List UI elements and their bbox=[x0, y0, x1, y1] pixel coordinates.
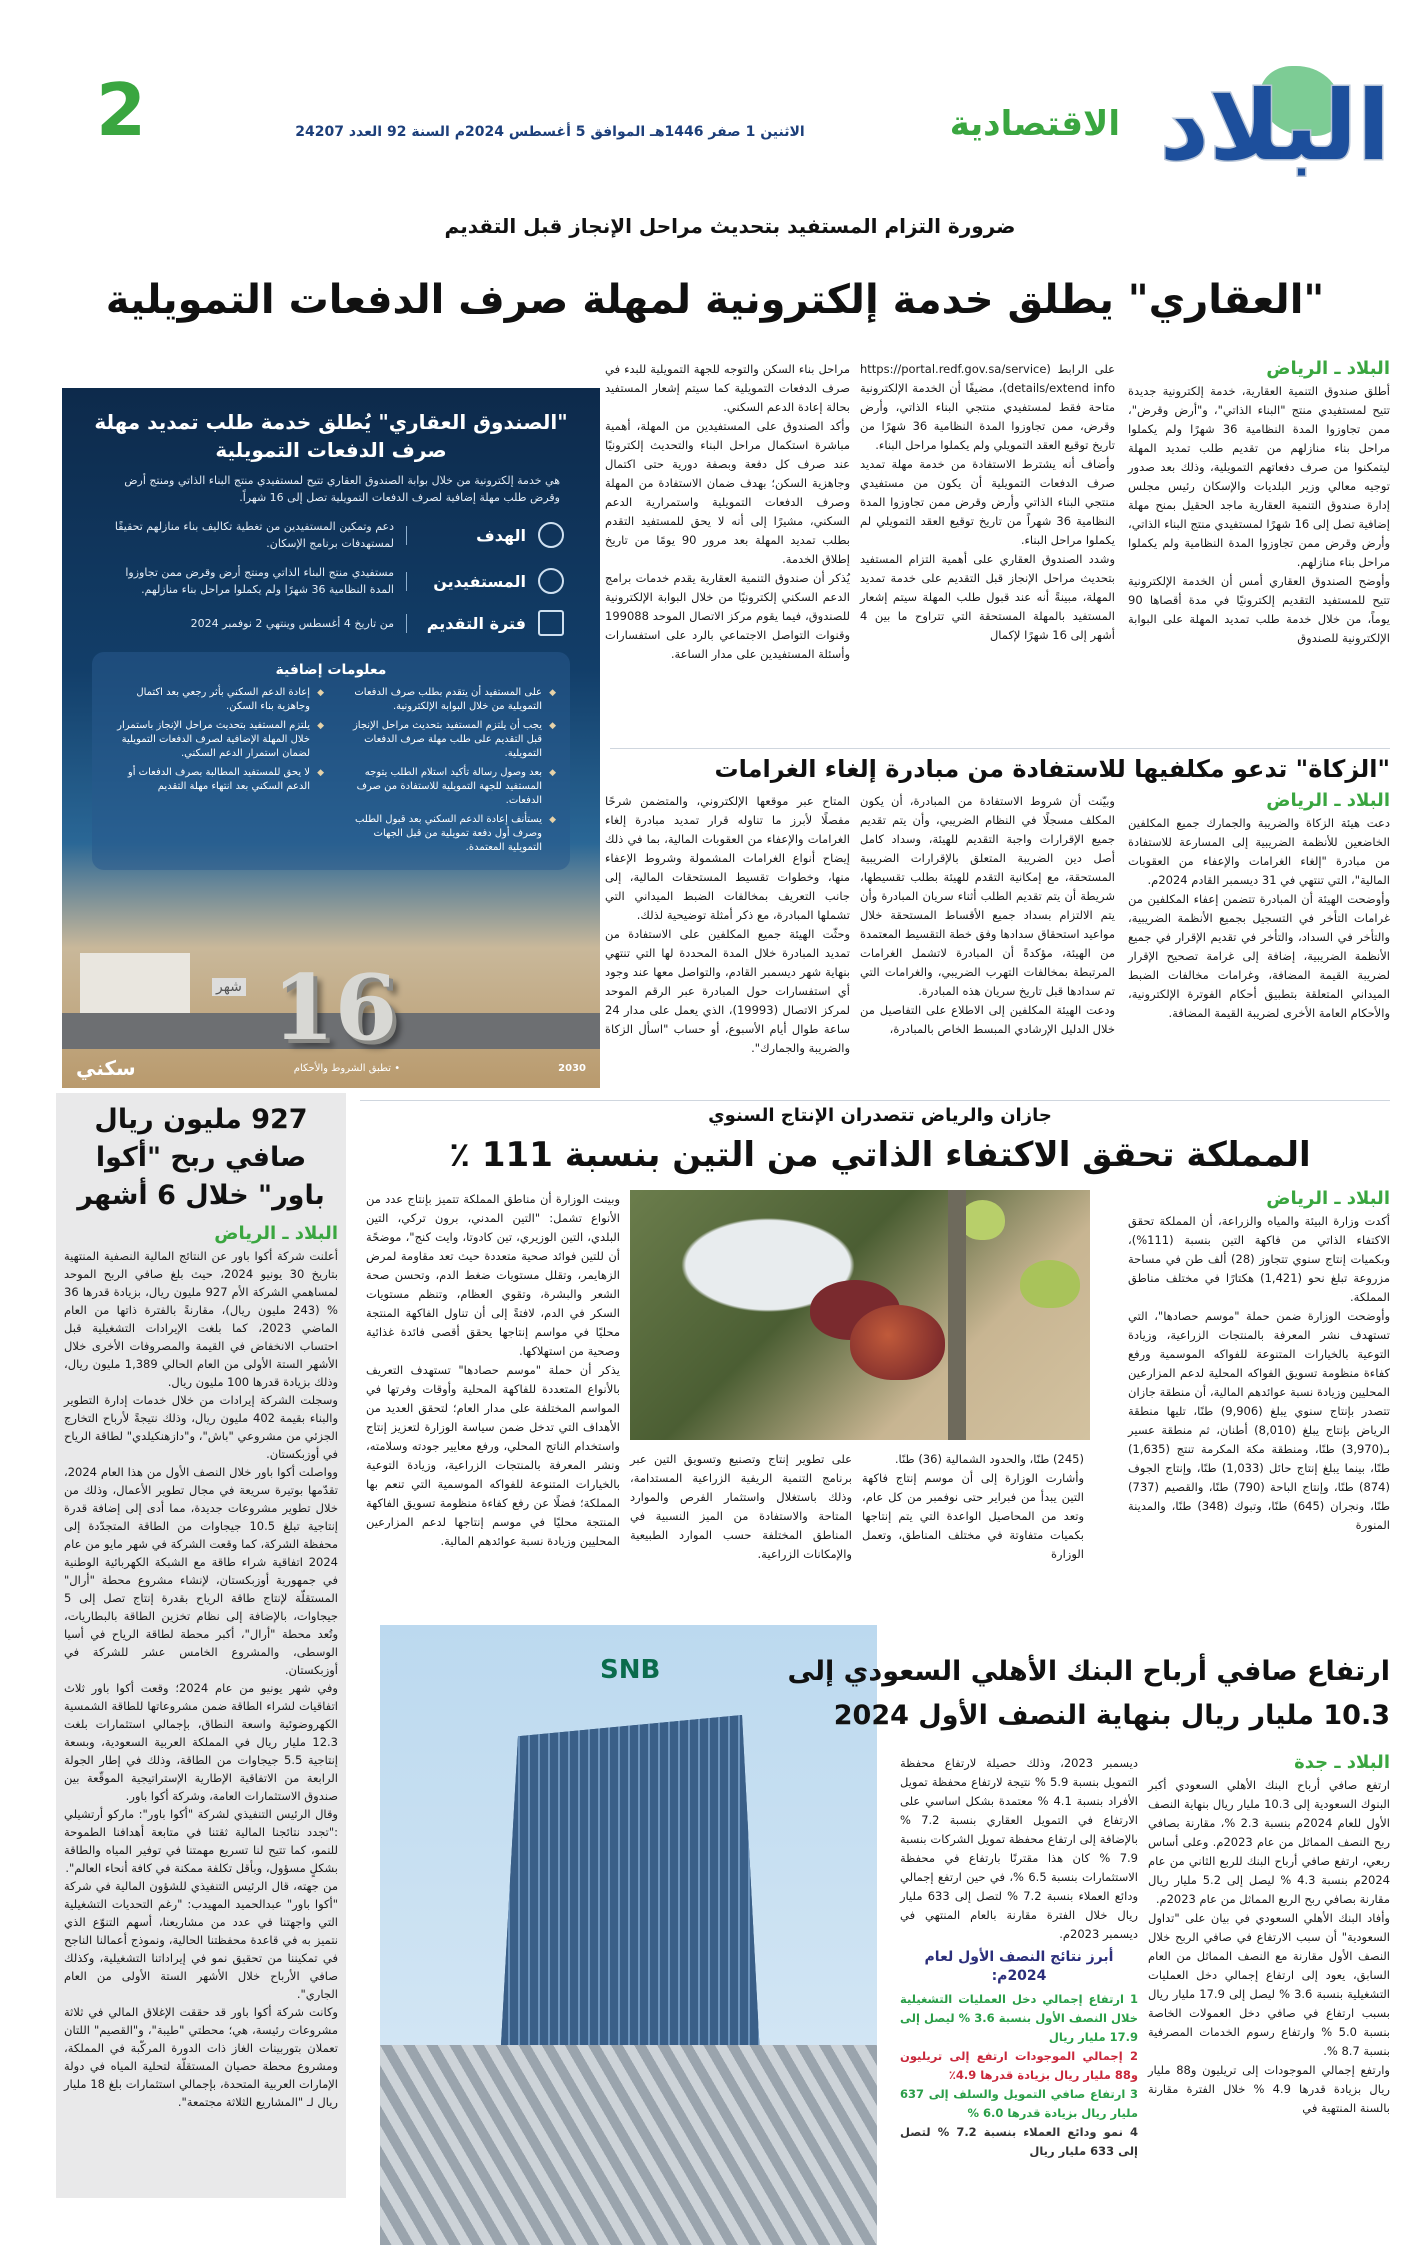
infographic-footer bbox=[76, 1056, 586, 1080]
paragraph: ديسمبر 2023، وذلك حصيلة لارتفاع محفظة التمويل بنسبة 5.9 % نتيجة لارتفاع محفظة تمويل الأفراد بنسبة 4.1 % معتمدة بشكل اساسي على الارتفاع في التمويل العقاري بنسبة 7.2 % بالإضافة إلى ارتفاع محفظة تمويل الشركات بنسبة 7.9 % كان هذا مقترنًا بارتفاع في محفظة الاستثمارات بنسبة 6.5 %، في حين ارتفع إجمالي ودائع العملاء بنسبة 7.2 % لتصل إلى 633 مليار ريال خلال الفترة مقارنة بالعام المنتهي في ديسمبر 2023م. bbox=[900, 1756, 1139, 1941]
info-row-goal bbox=[98, 518, 564, 552]
article-column bbox=[1128, 356, 1390, 648]
info-bullet: ◆ يجب أن يلتزم المستفيد بتحديث مراحل الإنجاز قبل التقديم على طلب مهلة صرف الدفعات التمويلية. bbox=[338, 719, 556, 761]
article-column bbox=[1128, 788, 1390, 1023]
headline-line: 10.3 مليار ريال بنهاية النصف الأول 2024 bbox=[833, 1700, 1390, 1731]
divider bbox=[610, 748, 1390, 749]
highlight-item: 4 نمو ودائع العملاء بنسبة 7.2 % لتصل إلى 633 مليار ريال bbox=[900, 2125, 1138, 2158]
additional-info-box bbox=[92, 652, 570, 870]
info-value: مستفيدي منتج البناء الذاتي ومنتج أرض وقرض ممن تجاوزوا المدة النظامية 36 شهرًا ولم يكملوا مراحل بناء منازلهم. bbox=[125, 566, 394, 596]
fig-fruit bbox=[850, 1305, 945, 1380]
info-bullet: ◆ يلتزم المستفيد بتحديث مراحل الإنجاز باستمرار خلال المهلة الإضافية لصرف الدفعات التمويلية لضمان استمرار الدعم السكني. bbox=[106, 719, 324, 761]
article-column bbox=[862, 1450, 1084, 1564]
paragraph: وبيّنت أن شروط الاستفادة من المبادرة، أن يكون المكلف مسجلًا في النظام الضريبي، وأن يتم تقديم جميع الإقرارات واجبة التقديم للهيئة، وسداد كامل أصل دين الضريبة المتعلق بالإقرارات الضريبية المستحقة، مع إمكانية التقدم للهيئة بطلب تقسيطها، شريطة أن يتم تقديم الطلب أثناء سريان المبادرة وأن يتم الالتزام بسداد جميع الأقساط المستحقة خلال مواعيد استحقاق سدادها وفق خطة التقسيط المعتمدة من الهيئة، مؤكدةً أن المبادرة لاتشمل الغرامات المرتبطة بمخالفات التهرب الضريبي، والغرامات التي تم سدادها قبل تاريخ سريان هذه المبادرة. bbox=[860, 794, 1115, 998]
article-column bbox=[860, 360, 1115, 645]
paragraph: من جهته، قال الرئيس التنفيذي للشؤون المالية في شركة "أكوا باور" عبدالحميد المهيدب: "رغم التحديات التشغيلية التي واجهتنا في عدد من مشاريعنا، أسهم التنوّع الذي نتميز به في قاعدة محفظتنا الحالية، ونموذج أعمالنا الناجح في تمكيننا من تحقيق نمو في إيراداتنا التشغيلية، وكذلك صافي الأرباح خلال الأشهر الستة الأولى من العام الجاري". bbox=[64, 1879, 338, 2001]
info-label: المستفيدين bbox=[406, 572, 526, 591]
paragraph: وشدد الصندوق العقاري على أهمية التزام المستفيد بتحديث مراحل الإنجاز قبل التقديم على خدمة تمديد المهلة، مبينةً أنه عند قبول طلب المهلة سيتم إشعار المستفيد بالمهلة المستحقة التي تتراوح ما بين 4 أشهر إلى 16 شهرًا لإكمال bbox=[860, 552, 1115, 642]
paragraph: وأضاف أنه يشترط الاستفادة من خدمة مهلة تمديد صرف الدفعات التمويلية أن يكون من مستفيدي منتجي البناء الذاتي وأرض وقرض ممن تجاوزوا المدة النظامية 36 شهراً من تاريخ توقيع العقد التمويلي لم يكملوا مراحل البناء. bbox=[860, 457, 1116, 547]
article-headline: "العقاري" يطلق خدمة إلكترونية لمهلة صرف الدفعات التمويلية bbox=[105, 277, 1325, 323]
calendar-icon bbox=[538, 610, 564, 636]
article-kicker: جازان والرياض تتصدران الإنتاج السنوي bbox=[708, 1105, 1052, 1126]
paragraph: وارتفع إجمالي الموجودات إلى تريليون و88 مليار ريال بزيادة قدرها 4.9 % خلال الفترة مقارنة بالسنة المنتهية في bbox=[1148, 2063, 1390, 2115]
paragraph: ودعت الهيئة المكلفين إلى الاطلاع على التفاصيل من خلال الدليل الإرشادي المبسط الخاص بالمبادرة، bbox=[860, 1003, 1115, 1036]
logo-text: البلاد bbox=[1159, 70, 1390, 182]
paragraph: المتاح عبر موقعها الإلكتروني، والمتضمن شرحًا مفصلًا لأبرز ما تناوله قرار تمديد مبادرة إلغاء الغرامات والإعفاء من العقوبات المالية، بما في ذلك إيضاح أنواع الغرامات المشمولة وشروط الإعفاء منها، وخطوات تقسيط المستحقات المالية، إلى جانب التعريف بمخالفات الضبط الميداني التي تشملها المبادرة، مع ذكر أمثلة توضيحية لذلك. bbox=[605, 794, 850, 922]
article-headline: 927 مليون ريال صافي ربح "أكوا باور" خلال 6 أشهر bbox=[77, 1104, 325, 1211]
info-label: فترة التقديم bbox=[406, 614, 526, 633]
fig-fruit bbox=[960, 1200, 1005, 1240]
dateline: البلاد ـ الرياض bbox=[1266, 1188, 1390, 1209]
infographic-description: هي خدمة إلكترونية من خلال بوابة الصندوق العقاري تتيح لمستفيدي منتج البناء الذاتي ومنتج أرض وقرض طلب مهلة إضافية لصرف الدفعات التمويلية تصل إلى 16 شهراً. bbox=[124, 474, 560, 504]
infographic-title: "الصندوق العقاري" يُطلق خدمة طلب تمديد مهلة صرف الدفعات التمويلية bbox=[94, 410, 568, 462]
paragraph: أكدت وزارة البيئة والمياه والزراعة، أن المملكة تحقق الاكتفاء الذاتي من فاكهة التين بنسبة (111%)، وبكميات إنتاج سنوي تتجاوز (28) ألف طن في مساحة مزروعة تبلغ نحو (1,421) هكتارًا في مختلف مناطق المملكة. bbox=[1128, 1214, 1390, 1304]
page-number: 2 bbox=[96, 68, 147, 152]
info-value: دعم وتمكين المستفيدين من تغطية تكاليف بناء منازلهم تحقيقًا لمستهدفات برنامج الإسكان. bbox=[114, 520, 394, 550]
highlight-item: 2 إجمالي الموجودات ارتفع إلى تريليون و88 مليار ريال بزيادة قدرها 4.9٪ bbox=[900, 2049, 1138, 2082]
paragraph: وقال الرئيس التنفيذي لشركة "أكوا باور": ماركو أرتشيلي :"تجدد نتائجنا المالية ثقتنا في متابعة أهدافنا الطموحة للنمو، كما تتيح لنا تسريع مهمتنا في توفير المياه والطاقة بشكلٍ مسؤول، وبأقل تكلفة ممكنة في كافة أنحاء العالم". bbox=[64, 1807, 338, 1875]
article-column bbox=[1148, 1750, 1390, 2118]
issue-date-line: الاثنين 1 صفر 1446هـ الموافق 5 أغسطس 2024م السنة 92 العدد 24207 bbox=[295, 124, 805, 140]
target-icon bbox=[538, 522, 564, 548]
paragraph: (245) طنًا، والحدود الشمالية (36) طنًا. bbox=[894, 1452, 1084, 1466]
dateline: البلاد ـ جدة bbox=[1294, 1752, 1390, 1773]
info-row-beneficiaries bbox=[98, 564, 564, 598]
divider bbox=[360, 1100, 1390, 1101]
article-headline bbox=[760, 1650, 1390, 1738]
article-headline: "الزكاة" تدعو مكلفيها للاستفادة من مبادرة إلغاء الغرامات bbox=[714, 755, 1390, 783]
paragraph: دعت هيئة الزكاة والضريبة والجمارك جميع المكلفين الخاضعين للأنظمة الضريبية إلى المسارعة للاستفادة من مبادرة "إلغاء الغرامات والإعفاء من العقوبات المالية"، التي تنتهي في 31 ديسمبر القادم 2024م. bbox=[1128, 816, 1390, 887]
dateline: البلاد ـ الرياض bbox=[214, 1223, 338, 1244]
paragraph: وفي شهر يونيو من عام 2024؛ وقعت أكوا باور ثلاث اتفاقيات لشراء الطاقة ضمن مشروعاتها للطاقة الشمسية الكهروضوئية واسعة النطاق، بإجمالي استثمارات بلغت 12.3 مليار ريال في المملكة العربية السعودية، وبسعة إنتاجية 5.5 جيجاوات من الطاقة، وذلك في إطار الجولة الرابعة من الاتفاقية الإطارية الإستراتيجية الموقّعة بين صندوق الاستثمارات العامة، وشركة أكوا باور. bbox=[64, 1681, 338, 1803]
info-value: من تاريخ 4 أغسطس وينتهي 2 نوفمبر 2024 bbox=[190, 616, 394, 630]
house-illustration bbox=[80, 953, 190, 1013]
highlights-title: أبرز نتائج النصف الأول لعام 2024م: bbox=[924, 1949, 1114, 1984]
paragraph: وأفاد البنك الأهلي السعودي في بيان على "تداول السعودية" أن سبب الارتفاع في صافي الربح خلال النصف الأول مقارنة مع النصف المماثل من العام السابق، يعود إلى ارتفاع إجمالي دخل العمليات التشغيلية بنسبة 3.6 % ليصل إلى 17.9 مليار ريال بسبب ارتفاع في صافي دخل العمولات الخاصة بنسبة 5.0 % وارتفاع رسوم الخدمات المصرفية بنسبة 8.7 %. bbox=[1148, 1911, 1390, 2058]
paragraph: ارتفع صافي أرباح البنك الأهلي السعودي أكبر البنوك السعودية إلى 10.3 مليار ريال بنهاية النصف الأول للعام 2024م بنسبة 2.3 %، مقارنة بصافي ربح النصف المماثل من عام 2023م. وعلى أساس ربعي، ارتفع صافي أرباح البنك للربع الثاني من عام 2024م بنسبة 4.3 % ليصل إلى 5.2 مليار ريال مقارنة بصافي ربح الربع المماثل من عام 2023م. bbox=[1148, 1778, 1391, 1906]
acwa-power-sidebar bbox=[56, 1093, 346, 2198]
paragraph: وحثّت الهيئة جميع المكلفين على الاستفادة من تمديد المبادرة خلال المدة المحددة لها التي تنتهي بنهاية شهر ديسمبر القادم، والتواصل معها عند وجود أي استفسارات حول المبادرة عبر الرقم الموحد لمركز الاتصال (19993)، الذي يعمل على مدار 24 ساعة طوال أيام الأسبوع، أو حساب "اسأل الزكاة والضريبة والجمارك". bbox=[605, 927, 850, 1055]
paragraph: على الرابط (https://portal.redf.gov.sa/service details/extend info)، مضيفًا أن الخدمة الإلكترونية متاحة فقط لمستفيدي منتجي البناء الذاتي، وأرض وقرض، ممن تجاوزوا المدة النظامية 36 شهرًا من تاريخ توقيع العقد التمويلي ولم يكملوا مراحل البناء. bbox=[860, 362, 1115, 452]
info-bullet: ◆ لا يحق للمستفيد المطالبة بصرف الدفعات أو الدعم السكني بعد انتهاء مهلة التقديم bbox=[106, 766, 324, 794]
tree-trunk bbox=[948, 1190, 966, 1440]
terms-note: • تطبق الشروط والأحكام bbox=[293, 1062, 401, 1074]
months-label: شهر bbox=[212, 978, 246, 996]
sakani-logo: سكني bbox=[76, 1056, 136, 1080]
highlight-item: 1 ارتفاع إجمالي دخل العمليات التشغيلية خلال النصف الأول بنسبة 3.6 % ليصل إلى 17.9 مليار ريال bbox=[900, 1992, 1138, 2044]
article-column bbox=[64, 1221, 338, 2111]
article-headline: المملكة تحقق الاكتفاء الذاتي من التين بنسبة 111 ٪ bbox=[449, 1135, 1311, 1175]
paragraph: أطلق صندوق التنمية العقارية، خدمة إلكترونية جديدة تتيح لمستفيدي منتج "البناء الذاتي"، و"أرض وقرض"، ممن تجاوزوا المدة النظامية 36 شهرًا ولم يكملوا مراحل بناء منازلهم من تقديم طلب تمديد المهلة ليتمكنوا من صرف دفعاتهم التمويلية، وذلك بعد صدور توجيه معالي وزير البلديات والإسكان رئيس مجلس إدارة صندوق التنمية العقارية ماجد الحقيل بمنح مهلة إضافية تصل إلى 16 شهرًا لمستفيدي منتج البناء الذاتي، وأرض وقرض ممن تجاوزوا المدة النظامية ولم يكملوا مراحل بناء منازلهم. bbox=[1128, 384, 1390, 569]
paragraph: وأشارت الوزارة إلى أن موسم إنتاج فاكهة التين يبدأ من فبراير حتى نوفمبر من كل عام، وتعد من المحاصيل الواعدة التي يتم إنتاجها بكميات متفاوتة في مختلف المناطق، وتعمل الوزارة bbox=[862, 1471, 1084, 1561]
highlight-item: 3 ارتفاع صافي التمويل والسلف إلى 637 مليار ريال بزيادة قدرها 6.0 % bbox=[900, 2087, 1138, 2120]
paragraph: يذكر أن حملة "موسم حصادها" تستهدف التعريف بالأنواع المتعددة للفاكهة المحلية وأوقات وفرتها في المواسم المختلفة على مدار العام؛ لتحقق العديد من الأهداف التي تدخل ضمن سياسة الوزارة لتعزيز إنتاج واستخدام الناتج المحلي، ورفع معايير جودته وسلامته، ونشر المعرفة بالمنتجات الزراعية، وزيادة التوعية بالخيارات المتنوعة للفواكه الموسمية التي تنعم بها المملكة؛ فضلًا عن رفع كفاءة منظومة تسويق الفاكهة المنتجة محليًا في موسم إنتاجها لدعم المزارعين المحليين وزيادة نسبة عوائدهم المالية. bbox=[366, 1363, 620, 1548]
paragraph: أعلنت شركة أكوا باور عن النتائج المالية النصفية المنتهية بتاريخ 30 يونيو 2024، حيث بلغ صافي الربح الموحد لمساهمي الشركة الأم 927 مليون ريال، بزيادة قدرها 36 % (243 مليون ريال)، مقارنةً بالفترة ذاتها من العام الماضي 2023، كما بلغت الإيرادات التشغيلية قبل احتساب الانخفاض في القيمة والمصروفات الأخرى خلال الأشهر الستة الأولى من العام الحالي 1,389 مليون ريال، وذلك بزيادة قدرها 100 مليون ريال. bbox=[64, 1249, 339, 1389]
dateline: البلاد ـ الرياض bbox=[1266, 790, 1390, 811]
paragraph: وسجلت الشركة إيرادات من خلال خدمات إدارة التطوير والبناء بقيمة 402 مليون ريال، وذلك نتيجةً لأرباح التخارج الجزئي من مشروعي "باش"، و"دازهنكيلدي" لطاقة الرياح في أوزبكستان. bbox=[64, 1393, 339, 1461]
sixteen-months-graphic: 16 bbox=[272, 955, 398, 1061]
paragraph: وواصلت أكوا باور خلال النصف الأول من هذا العام 2024، تقدّمها بوتيرة سريعة في مجال تطوير الأعمال، وذلك من خلال تطوير مشروعات جديدة، مما أدى إلى إضافة قدرة إنتاجية تبلغ 10.5 جيجاوات من الطاقة المتجدّدة إلى محفظة الشركة، كما وقعت الشركة في شهر مايو من عام 2024 اتفاقية شراء طاقة مع الشبكة الكهربائية الوطنية في جمهورية أوزبكستان، لإنشاء مشروع محطة "أرال" المستقلّة لإنتاج طاقة الرياح بقدرة إنتاج تصل إلى 5 جيجاوات، بالإضافة إلى نظام تخزين الطاقة بالبطاريات، وتُعد محطة "أرال"، أكبر محطة لطاقة الرياح في أسيا الوسطى، والمشروع الخامس عشر للشركة في أوزبكستان. bbox=[64, 1465, 338, 1677]
article-column bbox=[860, 792, 1115, 1039]
paragraph: وأوضحت الهيئة أن المبادرة تتضمن إعفاء المكلفين من غرامات التأخر في التسجيل بجميع الأنظمة الضريبية، والتأخر في السداد، والتأخر في تقديم الإقرار في جميع الأنظمة الضريبية، إضافة إلى غرامة تصحيح الإقرار لضريبة القيمة المضافة، وغرامات مخالفات الضبط الميداني المتعلقة بتطبيق أحكام الفوترة الإلكترونية، والأحكام العامة الأخرى لضريبة القيمة المضافة. bbox=[1128, 892, 1390, 1020]
section-name: الاقتصادية bbox=[949, 104, 1120, 144]
additional-info-title: معلومات إضافية bbox=[275, 662, 387, 678]
paragraph: وكانت شركة أكوا باور قد حققت الإغلاق المالي في ثلاثة مشروعات رئيسة، هي؛ محطتي "طيبة"، و"القصيم" اللتان تعملان بتوربينات الغاز ذات الدورة المركّبة في المملكة، ومشروع محطة حصيان المستقلّة لتحلية المياه في دولة الإمارات العربية المتحدة، بإجمالي استثمارات بلغ 18 مليار ريال لـ "المشاريع الثلاثة مجتمعة". bbox=[64, 2005, 338, 2109]
article-column bbox=[605, 792, 850, 1058]
info-bullet: ◆ يستأنف إعادة الدعم السكني بعد قبول الطلب وصرف أول دفعة تمويلية من قبل الجهات التمويلية المعتمدة. bbox=[338, 813, 556, 855]
dateline: البلاد ـ الرياض bbox=[1266, 358, 1390, 379]
info-label: الهدف bbox=[406, 526, 526, 545]
article-column bbox=[1128, 1186, 1390, 1535]
fig-fruit bbox=[1020, 1260, 1080, 1308]
info-bullet: ◆ على المستفيد أن يتقدم بطلب صرف الدفعات التمويلية من خلال البوابة الإلكترونية. bbox=[338, 686, 556, 714]
paragraph: وأوضحت الوزارة ضمن حملة "موسم حصادها"، التي تستهدف نشر المعرفة بالمنتجات الزراعية، وزيادة التوعية بالخيارات المتنوعة للفواكه الموسمية ورفع كفاءة منظومة تسويق الفواكه المحلية لدعم المزارعين المحليين وزيادة نسبة عوائدهم المالية، أن منطقة جازان تتصدر بإنتاج سنوي يبلغ (9,906) طنًا، تليها منطقة الرياض بإنتاج يبلغ (8,010) أطنان، ثم منطقة عسير بـ(3,970) طنًا، ومنطقة مكة المكرمة تنتج (1,635) طنًا، بينما يبلغ إنتاج حائل (1,033) طنًا، وإنتاج الجوف (874) طنًا، وإنتاج الباحة (790) طنًا، والقصيم (737) طنًا، ونجران (645) طنًا، وتبوك (348) طنًا، والمدينة المنورة bbox=[1128, 1309, 1391, 1532]
paragraph: وبينت الوزارة أن مناطق المملكة تتميز بإنتاج عدد من الأنواع تشمل: "التين المدني، برون تركي، التين البلدي، التين الوزيري، تين كادوتا، وايت كنج"، موضحًة أن للتين فوائد صحية متعددة حيث تعد مقاومة لمرض الزهايمر، وتقلل مستويات ضغط الدم، وتحسن صحة الشعر والبشرة، وتقوي العظام، وتنظم مستويات السكر في الدم، لافتةً إلى أن تناول الفاكهة المنتجة محليًا في مواسم إنتاجها يحقق أقصى فائدة غذائية وصحية من استهلاكها. bbox=[366, 1192, 620, 1358]
info-row-period bbox=[98, 610, 564, 636]
paragraph: مراحل بناء السكن والتوجه للجهة التمويلية للبدء في صرف الدفعات التمويلية كما سيتم إشعار المستفيد بحالة إعادة الدعم السكني. bbox=[605, 362, 850, 414]
fig-tree-photo bbox=[630, 1190, 1090, 1440]
article-kicker: ضرورة التزام المستفيد بتحديث مراحل الإنجاز قبل التقديم bbox=[444, 214, 1016, 238]
newspaper-logo bbox=[1154, 66, 1390, 191]
info-bullet: ◆ إعادة الدعم السكني بأثر رجعي بعد اكتمال وجاهزية بناء السكن. bbox=[106, 686, 324, 714]
article-column bbox=[366, 1190, 620, 1551]
article-column bbox=[630, 1450, 852, 1564]
podium-illustration bbox=[380, 2045, 877, 2245]
snb-logo: SNB bbox=[600, 1655, 661, 1685]
paragraph: وأوضح الصندوق العقاري أمس أن الخدمة الإلكترونية تتيح للمستفيد التقديم إلكترونيًا في مدة أقصاها 90 يوماً، من خلال خدمة طلب تمديد المهلة على البوابة الإلكترونية للصندوق bbox=[1128, 574, 1390, 645]
people-icon bbox=[538, 568, 564, 594]
vision-2030-logo: 2030 bbox=[558, 1062, 586, 1074]
paragraph: يُذكر أن صندوق التنمية العقارية يقدم خدمات برامج الدعم السكني إلكترونيًا من خلال البوابة الإلكترونية للصندوق، فيما يقوم مركز الاتصال الموحد 199088 وقنوات التواصل الاجتماعي بالرد على استفسارات وأسئلة المستفيدين على مدار الساعة. bbox=[605, 571, 850, 661]
paragraph: على تطوير إنتاج وتصنيع وتسويق التين عبر برنامج التنمية الريفية الزراعية المستدامة، وذلك باستغلال واستثمار الفرص والموارد المتاحة والاستفادة من الميز النسبية في المناطق المختلفة حسب الموارد الطبيعية والإمكانات الزراعية. bbox=[630, 1452, 852, 1561]
article-column bbox=[605, 360, 850, 664]
headline-line: ارتفاع صافي أرباح البنك الأهلي السعودي إلى bbox=[787, 1656, 1390, 1687]
paragraph: وأكد الصندوق على المستفيدين من المهلة، أهمية مباشرة استكمال مراحل البناء والتحديث إلكترونيًا عند صرف كل دفعة وبصفة دورية حتى اكتمال وجاهزية السكن؛ بهدف ضمان الاستفادة من المهلة وصرف الدفعات التمويلية واستمرارية الدعم السكني، مشيرًا إلى أنه لا يحق للمستفيد التقدم بطلب تمديد المهلة بعد مرور 90 يومًا من تاريخ إطلاق الخدمة. bbox=[605, 419, 850, 566]
article-column bbox=[900, 1754, 1138, 2161]
infographic bbox=[62, 388, 600, 1088]
info-bullet: ◆ بعد وصول رسالة تأكيد استلام الطلب يتوجه المستفيد للجهة التمويلية للاستفادة من صرف الدفعات. bbox=[338, 766, 556, 808]
